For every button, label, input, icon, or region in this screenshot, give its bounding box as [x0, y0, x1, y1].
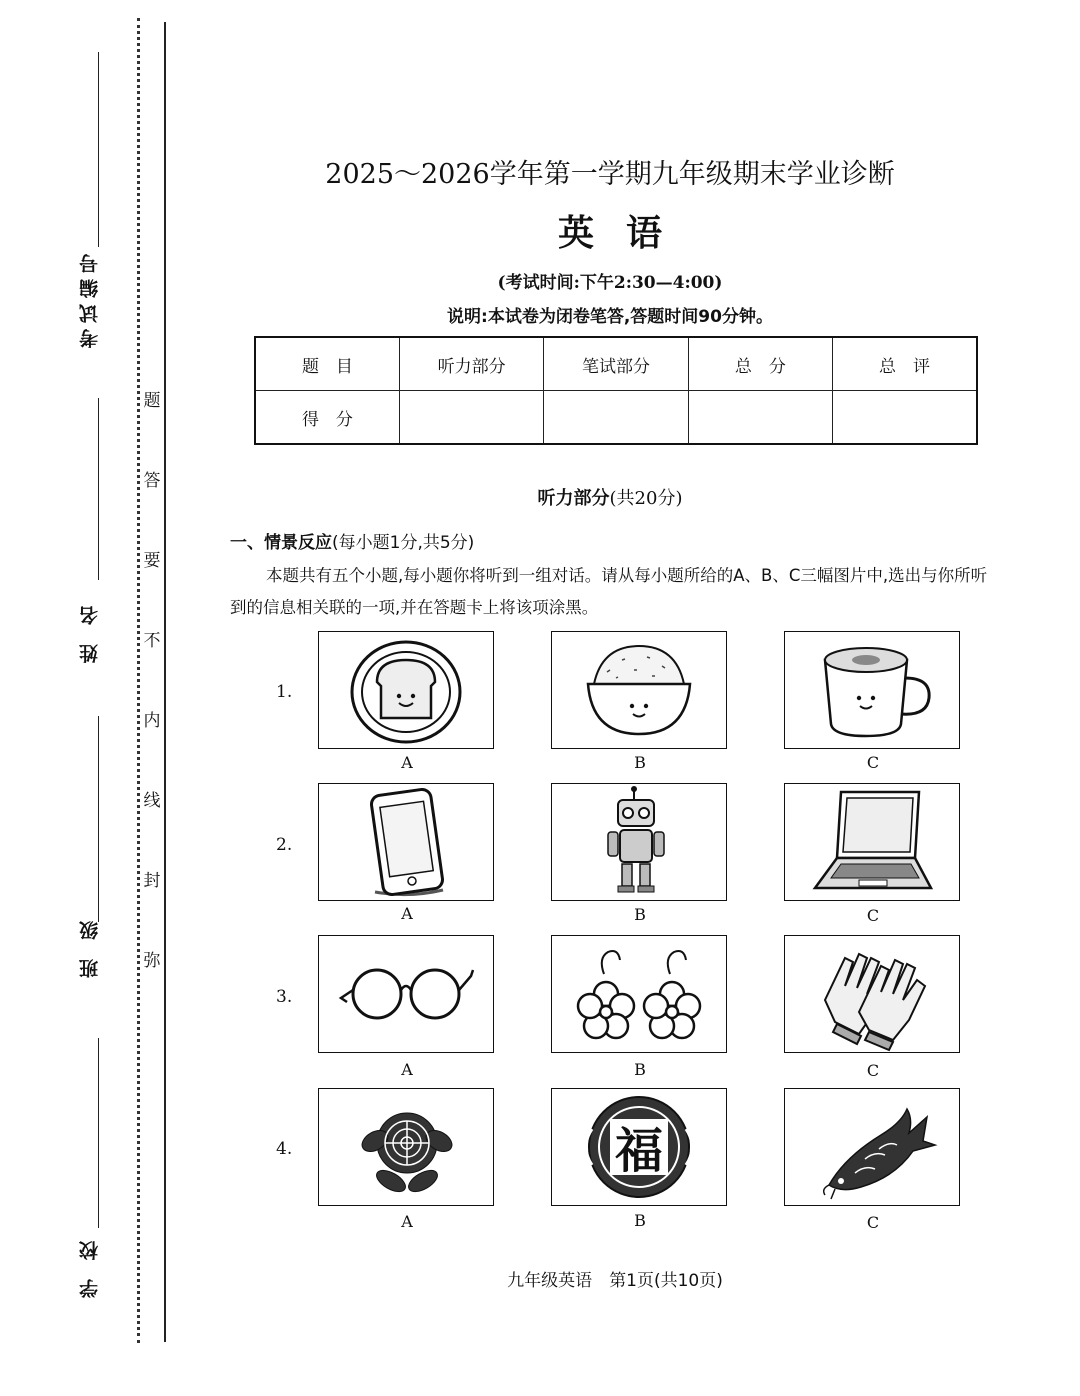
cup-of-coffee-icon	[785, 632, 959, 748]
question-number: 1.	[276, 682, 293, 702]
robot-icon	[552, 784, 726, 900]
svg-text:福: 福	[614, 1123, 664, 1179]
seal-dotted-line	[137, 18, 140, 1343]
score-header-cell: 笔试部分	[544, 337, 688, 391]
option-letter: C	[866, 1213, 880, 1232]
bread-on-plate-icon	[319, 632, 493, 748]
option-letter: B	[634, 1211, 646, 1230]
listening-title: 听力部分	[537, 488, 610, 509]
subject-title: 英语	[557, 213, 694, 254]
part-points: (每小题1分,共5分)	[332, 533, 475, 553]
option-letter: C	[866, 753, 880, 772]
binding-line-school	[98, 1038, 99, 1228]
fu-character-paper-cut-icon	[552, 1089, 726, 1205]
option-image-peony	[318, 1088, 494, 1206]
score-row-label: 得 分	[255, 391, 399, 445]
score-header-cell: 总 分	[688, 337, 832, 391]
seal-warning-char: 题	[143, 391, 161, 411]
option-image-coffee	[784, 631, 960, 749]
fish-paper-cut-icon	[785, 1089, 959, 1205]
seal-warning-char: 不	[143, 631, 161, 651]
option-image-fu	[551, 1088, 727, 1206]
binding-line-name	[98, 398, 99, 580]
margin-solid-line	[164, 22, 166, 1342]
part-instruction: 本题共有五个小题,每小题你将听到一组对话。请从每小题所给的A、B、C三幅图片中,选出与你所听到的信息相关联的一项,并在答题卡上将该项涂黑。	[230, 566, 988, 617]
option-letter: A	[401, 753, 413, 772]
page-footer: 九年级英语 第1页(共10页)	[507, 1271, 723, 1291]
binding-line-exam-number	[98, 52, 99, 247]
school-label: 学 校	[79, 1235, 101, 1299]
binding-line-class	[98, 716, 99, 922]
option-image-phone	[318, 783, 494, 901]
score-header-cell: 听力部分	[399, 337, 543, 391]
option-letter: B	[634, 905, 646, 924]
option-image-earrings	[551, 935, 727, 1053]
name-label: 姓 名	[79, 600, 101, 664]
score-cell-written	[544, 391, 688, 445]
score-cell-total	[688, 391, 832, 445]
flower-earrings-icon	[552, 936, 726, 1052]
option-image-glasses	[318, 935, 494, 1053]
option-image-gloves	[784, 935, 960, 1053]
option-letter: A	[401, 1060, 413, 1079]
option-image-laptop	[784, 783, 960, 901]
option-letter: C	[866, 906, 880, 925]
glasses-icon	[319, 936, 493, 1052]
score-table-score-row	[255, 391, 977, 445]
option-letter: A	[401, 1212, 413, 1231]
peony-paper-cut-icon	[319, 1089, 493, 1205]
option-letter: B	[634, 1060, 646, 1079]
mobile-phone-icon	[319, 784, 493, 900]
exam-number-label: 考试编号	[79, 248, 101, 348]
question-number: 4.	[276, 1139, 293, 1159]
bowl-of-rice-icon	[552, 632, 726, 748]
option-letter: B	[634, 753, 646, 772]
exam-title: 2025～2026学年第一学期九年级期末学业诊断	[325, 159, 895, 190]
exam-time: (考试时间:下午2:30—4:00)	[497, 273, 723, 293]
class-label: 班 级	[79, 915, 101, 979]
seal-warning-char: 封	[143, 871, 161, 891]
score-cell-evaluation	[833, 391, 977, 445]
gloves-icon	[785, 936, 959, 1052]
option-image-robot	[551, 783, 727, 901]
option-image-fish	[784, 1088, 960, 1206]
listening-section-title	[230, 484, 990, 510]
option-image-bread	[318, 631, 494, 749]
option-letter: C	[866, 1061, 880, 1080]
seal-warning-char: 答	[143, 471, 161, 491]
score-table-header-row	[255, 337, 977, 391]
seal-warning-char: 弥	[143, 951, 161, 971]
score-cell-listening	[399, 391, 543, 445]
score-header-cell: 题 目	[255, 337, 399, 391]
laptop-icon	[785, 784, 959, 900]
part-heading	[230, 528, 474, 553]
seal-warning-char: 要	[143, 551, 161, 571]
exam-note: 说明:本试卷为闭卷笔答,答题时间90分钟。	[447, 307, 773, 327]
seal-warning-char: 内	[143, 711, 161, 731]
question-number: 2.	[276, 835, 293, 855]
seal-warning-char: 线	[143, 791, 161, 811]
part-title: 一、情景反应	[230, 533, 332, 553]
score-header-cell: 总 评	[833, 337, 977, 391]
option-image-rice	[551, 631, 727, 749]
question-number: 3.	[276, 987, 293, 1007]
option-letter: A	[401, 904, 413, 923]
score-table	[254, 336, 978, 445]
listening-points: (共20分)	[609, 488, 683, 509]
